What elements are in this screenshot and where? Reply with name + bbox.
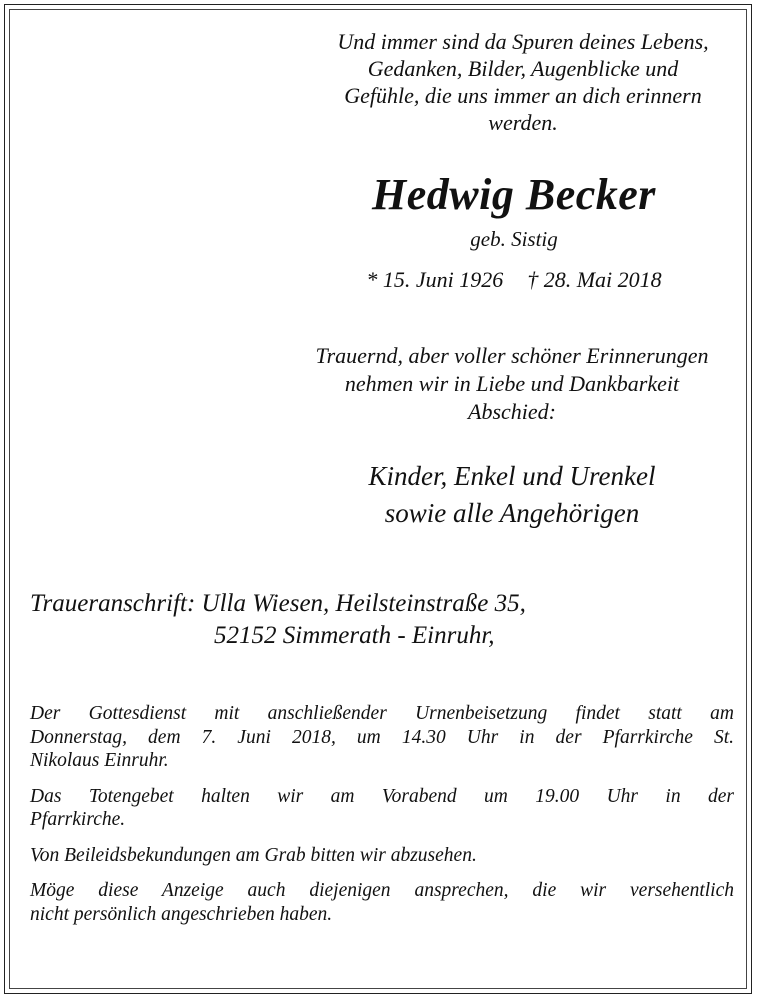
apology-paragraph [30, 879, 734, 926]
life-dates [300, 266, 728, 294]
mourners-line: sowie alle Angehörigen [384, 498, 640, 528]
birth-name: geb. Sistig [470, 227, 558, 251]
apology-line: Möge diese Anzeige auch diejenigen ansprechen, die wir versehentlich [30, 880, 734, 901]
service-line: Der Gottesdienst mit anschließender Urnenbeisetzung findet statt am [30, 703, 734, 724]
prayer-line: Das Totengebet halten wir am Vorabend um 19.00 Uhr in der [30, 785, 734, 807]
service-line: Nikolaus Einruhr. [30, 750, 169, 771]
mourning-line: Abschied: [468, 399, 556, 424]
memorial-verse [300, 28, 746, 136]
prayer-paragraph [30, 785, 734, 832]
verse-line: Und immer sind da Spuren deines Lebens, [337, 29, 709, 54]
verse-line: Gefühle, die uns immer an dich erinnern [344, 83, 702, 108]
address-line-1: Traueranschrift: Ulla Wiesen, Heilsteinstraße 35, [30, 590, 526, 617]
mourners [296, 458, 728, 532]
verse-line: werden. [488, 110, 558, 135]
deceased-name: Hedwig Becker [372, 170, 656, 219]
notice-body [30, 702, 734, 938]
address-line-2: 52152 Simmerath - Einruhr, [214, 622, 495, 649]
mourners-line: Kinder, Enkel und Urenkel [368, 461, 656, 491]
birth-date: * 15. Juni 1926 [366, 267, 504, 292]
mourning-address [30, 588, 526, 652]
apology-line: nicht persönlich angeschrieben haben. [30, 903, 333, 925]
mourning-text [296, 342, 728, 426]
service-line: Donnerstag, dem 7. Juni 2018, um 14.30 Uhr in der Pfarrkirche St. [30, 726, 734, 748]
verse-line: Gedanken, Bilder, Augenblicke und [367, 56, 679, 81]
condolences-paragraph: Von Beileidsbekundungen am Grab bitten wir abzusehen. [30, 844, 477, 866]
mourning-line: nehmen wir in Liebe und Dankbarkeit [344, 371, 680, 396]
prayer-line: Pfarrkirche. [30, 809, 126, 830]
portrait-photo [20, 22, 292, 390]
mourning-line: Trauernd, aber voller schöner Erinnerungen [315, 343, 709, 368]
death-date: † 28. Mai 2018 [527, 267, 662, 292]
service-paragraph [30, 702, 734, 773]
